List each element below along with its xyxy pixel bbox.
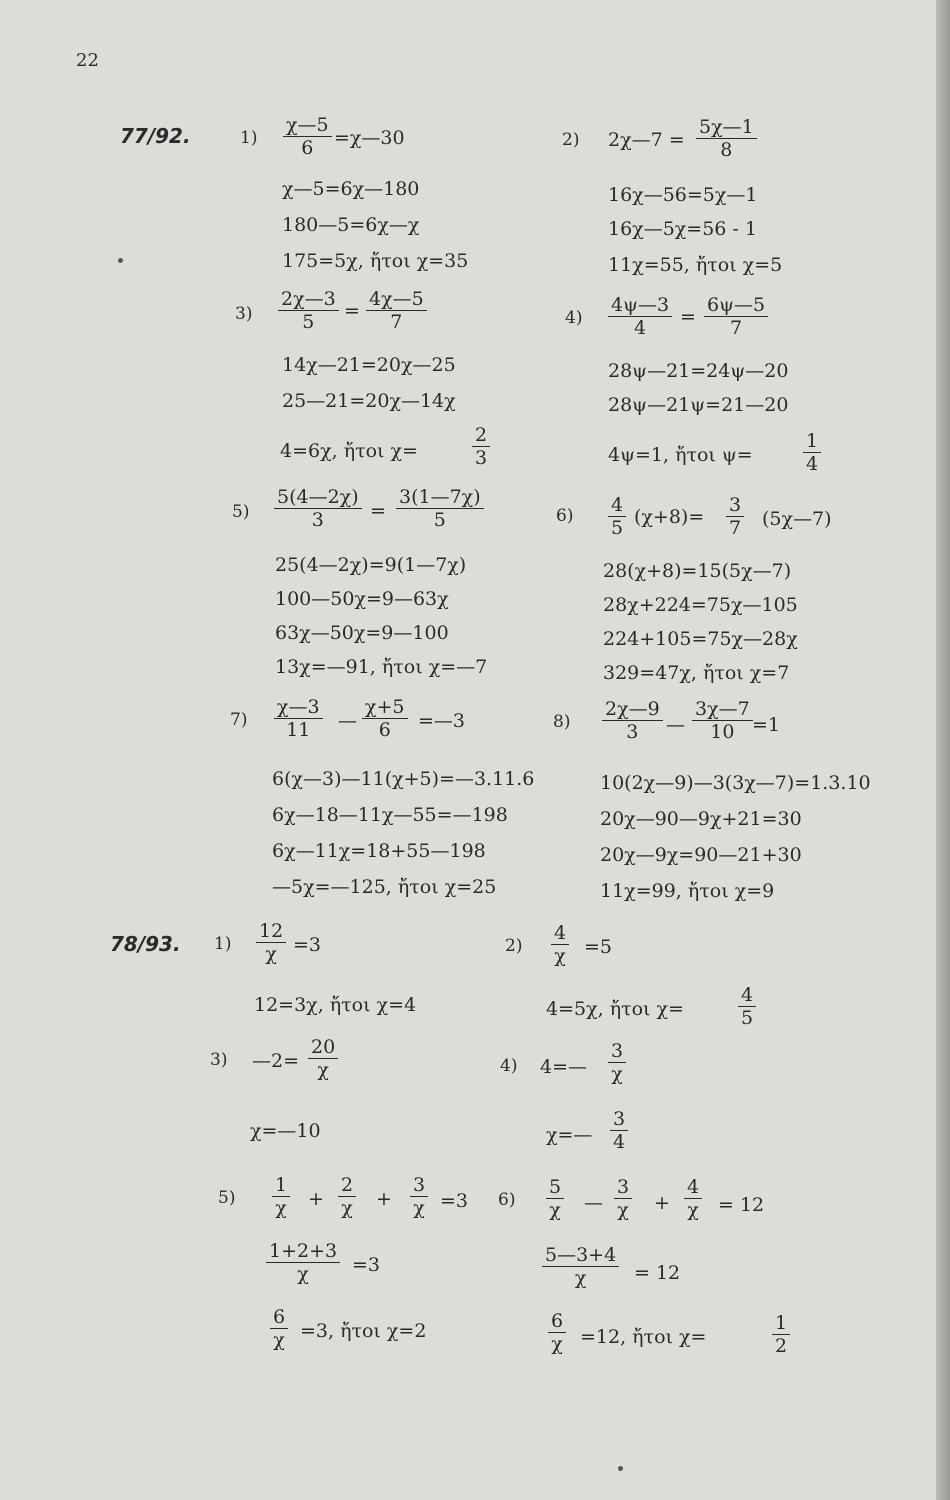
- equation-middle: (χ+8)=: [634, 506, 705, 528]
- equals-sign: =: [680, 306, 696, 328]
- denominator: χ: [554, 945, 566, 967]
- denominator: 5: [433, 509, 446, 531]
- denominator: χ: [275, 1197, 287, 1219]
- denominator: 6: [378, 719, 391, 741]
- problem-label: 6): [556, 506, 574, 526]
- fraction: [362, 696, 408, 741]
- numerator: 4: [608, 494, 626, 517]
- denominator: χ: [687, 1199, 699, 1221]
- equation-result: χ=—: [546, 1124, 593, 1146]
- numerator: 3: [610, 1108, 628, 1131]
- equation-result: 4ψ=1, ἤτοι ψ=: [608, 444, 753, 466]
- fraction: [738, 984, 756, 1029]
- minus-sign: —: [666, 714, 685, 736]
- equation-step: 16χ—56=5χ—1: [608, 184, 758, 206]
- equation-step: χ—5=6χ—180: [282, 178, 420, 200]
- equation-rhs: =3: [440, 1190, 469, 1212]
- equation-step: 6χ—18—11χ—55=—198: [272, 804, 508, 826]
- equation-result: —5χ=—125, ἤτοι χ=25: [272, 876, 497, 898]
- fraction: [256, 920, 286, 965]
- fraction: [696, 116, 757, 161]
- fraction: [803, 430, 821, 475]
- fraction: [548, 1310, 566, 1355]
- equation-result: 175=5χ, ἤτοι χ=35: [282, 250, 469, 272]
- fraction: [274, 696, 323, 741]
- plus-sign: +: [654, 1192, 670, 1214]
- denominator: χ: [551, 1333, 563, 1355]
- numerator: 3: [614, 1176, 632, 1199]
- numerator: 3: [726, 494, 744, 517]
- equation-step: 224+105=75χ—28χ: [603, 628, 798, 650]
- denominator: 3: [626, 721, 639, 743]
- numerator: 1: [772, 1312, 790, 1335]
- problem-label: 1): [214, 934, 232, 954]
- numerator: 6: [270, 1306, 288, 1329]
- fraction: [272, 1174, 290, 1219]
- numerator: 4ψ—3: [608, 294, 672, 317]
- numerator: 2: [472, 424, 490, 447]
- equation-step: 14χ—21=20χ—25: [282, 354, 456, 376]
- equation-step: 16χ—5χ=56 - 1: [608, 218, 757, 240]
- equation-step: 28χ+224=75χ—105: [603, 594, 798, 616]
- margin-dot: [118, 258, 123, 263]
- fraction: [704, 294, 768, 339]
- fraction: [546, 1176, 564, 1221]
- fraction: [278, 288, 339, 333]
- numerator: 5(4—2χ): [274, 486, 362, 509]
- equation-lhs: —2=: [252, 1050, 300, 1072]
- numerator: 1+2+3: [266, 1240, 340, 1263]
- fraction: [684, 1176, 702, 1221]
- denominator: 11: [286, 719, 311, 741]
- minus-sign: —: [584, 1192, 603, 1214]
- fraction: [608, 1040, 626, 1085]
- numerator: χ—3: [274, 696, 323, 719]
- fraction: [274, 486, 362, 531]
- denominator: 4: [806, 453, 819, 475]
- equation-rhs: = 12: [718, 1194, 765, 1216]
- fraction: [608, 294, 672, 339]
- problem-label: 2): [505, 936, 523, 956]
- exercise-number: 78/93.: [110, 932, 181, 956]
- fraction: [270, 1306, 288, 1351]
- equation-rhs: =χ—30: [334, 127, 405, 149]
- equation-result: 12=3χ, ἤτοι χ=4: [254, 994, 417, 1016]
- denominator: 7: [729, 317, 743, 339]
- equation-step: 25(4—2χ)=9(1—7χ): [275, 554, 467, 576]
- equals-sign: =: [344, 300, 360, 322]
- fraction: [602, 698, 663, 743]
- equation-result: 13χ=—91, ἤτοι χ=—7: [275, 656, 488, 678]
- fraction: [308, 1036, 338, 1081]
- denominator: 10: [710, 721, 735, 743]
- denominator: 3: [311, 509, 324, 531]
- equation-step: 63χ—50χ=9—100: [275, 622, 449, 644]
- numerator: 3: [608, 1040, 626, 1063]
- plus-sign: +: [376, 1188, 392, 1210]
- equation-rhs: =1: [752, 714, 781, 736]
- numerator: 3χ—7: [692, 698, 753, 721]
- numerator: 4: [684, 1176, 702, 1199]
- denominator: χ: [617, 1199, 629, 1221]
- denominator: 4: [633, 317, 647, 339]
- denominator: χ: [265, 943, 277, 965]
- equation-step: 28ψ—21ψ=21—20: [608, 394, 789, 416]
- denominator: χ: [574, 1267, 587, 1289]
- fraction: [614, 1176, 632, 1221]
- fraction: [726, 494, 744, 539]
- problem-label: 7): [230, 710, 248, 730]
- equation-step: 25—21=20χ—14χ: [282, 390, 456, 412]
- equation-result: 4=6χ, ἤτοι χ=: [280, 440, 418, 462]
- numerator: 6ψ—5: [704, 294, 768, 317]
- equation-step: 20χ—9χ=90—21+30: [600, 844, 802, 866]
- fraction: [608, 494, 626, 539]
- equation-rhs: = 12: [634, 1262, 681, 1284]
- equation-step: 180—5=6χ—χ: [282, 214, 420, 236]
- exercise-number: 77/92.: [120, 124, 191, 148]
- numerator: 4: [738, 984, 756, 1007]
- denominator: 5: [302, 311, 315, 333]
- numerator: 12: [256, 920, 286, 943]
- fraction: [266, 1240, 340, 1285]
- equation-lhs: 2χ—7 =: [608, 129, 685, 151]
- equation-step: 10(2χ—9)—3(3χ—7)=1.3.10: [600, 772, 871, 794]
- problem-label: 3): [235, 304, 253, 324]
- fraction: [338, 1174, 356, 1219]
- equation-result: =3, ἤτοι χ=2: [300, 1320, 427, 1342]
- problem-label: 4): [565, 308, 583, 328]
- equation-result: =12, ἤτοι χ=: [580, 1326, 707, 1348]
- page-number: 22: [76, 50, 99, 71]
- equals-sign: =: [370, 500, 386, 522]
- numerator: 5—3+4: [542, 1244, 619, 1267]
- denominator: 3: [475, 447, 488, 469]
- fraction: [610, 1108, 628, 1153]
- problem-label: 4): [500, 1056, 518, 1076]
- denominator: 2: [775, 1335, 788, 1357]
- numerator: χ+5: [362, 696, 408, 719]
- numerator: 2χ—9: [602, 698, 663, 721]
- numerator: 2: [338, 1174, 356, 1197]
- equation-step: 28ψ—21=24ψ—20: [608, 360, 789, 382]
- denominator: 6: [301, 137, 314, 159]
- fraction: [472, 424, 490, 469]
- denominator: χ: [413, 1197, 425, 1219]
- numerator: 4χ—5: [366, 288, 427, 311]
- equation-rhs: =—3: [418, 710, 466, 732]
- equation-tail: (5χ—7): [762, 508, 832, 530]
- problem-label: 5): [232, 502, 250, 522]
- denominator: χ: [549, 1199, 561, 1221]
- fraction: [410, 1174, 428, 1219]
- denominator: χ: [297, 1263, 309, 1285]
- numerator: 1: [272, 1174, 290, 1197]
- denominator: 5: [611, 517, 624, 539]
- problem-label: 5): [218, 1188, 236, 1208]
- equation-result: 4=5χ, ἤτοι χ=: [546, 998, 684, 1020]
- denominator: 5: [741, 1007, 754, 1029]
- denominator: 8: [720, 139, 733, 161]
- numerator: 2χ—3: [278, 288, 339, 311]
- equation-result: 329=47χ, ἤτοι χ=7: [603, 662, 790, 684]
- fraction: [692, 698, 753, 743]
- denominator: 7: [729, 517, 742, 539]
- fraction: [542, 1244, 619, 1289]
- equation-result: 11χ=55, ἤτοι χ=5: [608, 254, 783, 276]
- fraction: [551, 922, 569, 967]
- denominator: χ: [341, 1197, 353, 1219]
- denominator: χ: [317, 1059, 329, 1081]
- equation-rhs: =3: [293, 934, 322, 956]
- problem-label: 8): [553, 712, 571, 732]
- minus-sign: —: [338, 710, 357, 732]
- equation-step: 6χ—11χ=18+55—198: [272, 840, 486, 862]
- equation-step: 28(χ+8)=15(5χ—7): [603, 560, 792, 582]
- numerator: 4: [551, 922, 569, 945]
- page-edge-shadow: [936, 0, 950, 1500]
- fraction: [772, 1312, 790, 1357]
- problem-label: 1): [240, 128, 258, 148]
- equation-result: χ=—10: [250, 1120, 321, 1142]
- fraction: [366, 288, 427, 333]
- margin-dot: [618, 1466, 623, 1471]
- equation-result: 11χ=99, ἤτοι χ=9: [600, 880, 775, 902]
- equation-step: 20χ—90—9χ+21=30: [600, 808, 802, 830]
- equation-step: 6(χ—3)—11(χ+5)=—3.11.6: [272, 768, 535, 790]
- denominator: χ: [611, 1063, 623, 1085]
- numerator: 6: [548, 1310, 566, 1333]
- numerator: 1: [803, 430, 821, 453]
- numerator: χ—5: [283, 114, 332, 137]
- fraction: [396, 486, 484, 531]
- fraction: [283, 114, 332, 159]
- problem-label: 3): [210, 1050, 228, 1070]
- denominator: χ: [273, 1329, 285, 1351]
- numerator: 20: [308, 1036, 338, 1059]
- numerator: 3(1—7χ): [396, 486, 484, 509]
- denominator: 7: [390, 311, 403, 333]
- equation-lhs: 4=—: [540, 1056, 588, 1078]
- equation-step: 100—50χ=9—63χ: [275, 588, 449, 610]
- numerator: 5: [546, 1176, 564, 1199]
- problem-label: 2): [562, 130, 580, 150]
- denominator: 4: [613, 1131, 626, 1153]
- equation-rhs: =3: [352, 1254, 381, 1276]
- plus-sign: +: [308, 1188, 324, 1210]
- numerator: 5χ—1: [696, 116, 757, 139]
- problem-label: 6): [498, 1190, 516, 1210]
- numerator: 3: [410, 1174, 428, 1197]
- equation-rhs: =5: [584, 936, 613, 958]
